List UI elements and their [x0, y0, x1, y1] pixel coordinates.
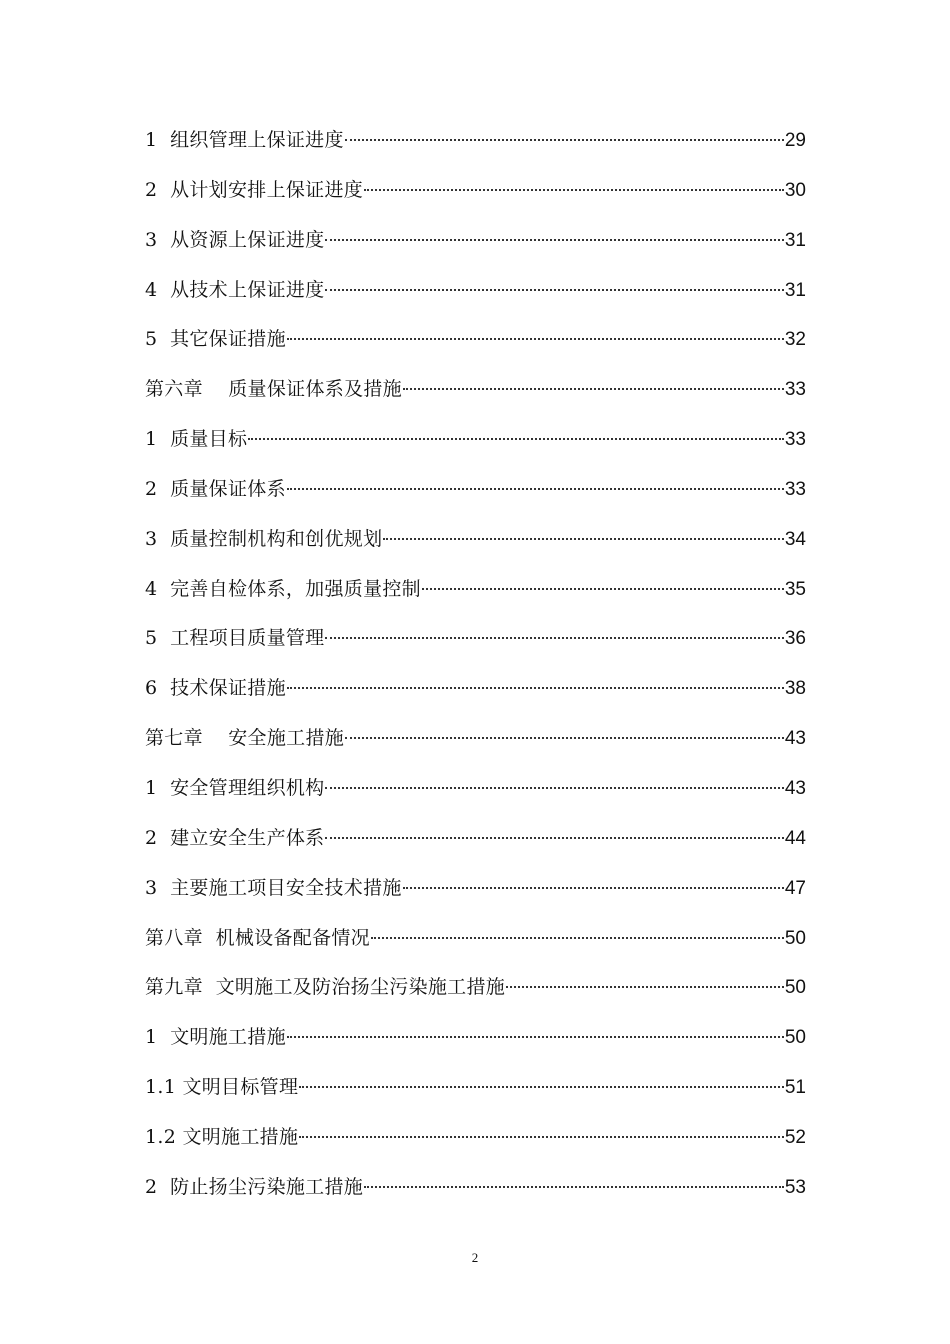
- toc-entry-page: 43: [784, 777, 806, 799]
- toc-entry[interactable]: [145, 116, 806, 166]
- toc-entry-title: 4 从技术上保证进度: [145, 278, 325, 301]
- toc-entry[interactable]: [145, 166, 806, 216]
- toc-entry-page: 51: [784, 1077, 806, 1099]
- toc-entry-page: 33: [784, 379, 806, 401]
- toc-chapter-entry[interactable]: [145, 714, 806, 764]
- toc-dot-leader: [287, 338, 784, 340]
- toc-entry[interactable]: [145, 1063, 806, 1113]
- toc-entry[interactable]: [145, 565, 806, 615]
- toc-entry-title: 第六章 质量保证体系及措施: [145, 378, 402, 401]
- toc-entry-title: 1 安全管理组织机构: [145, 776, 325, 799]
- toc-chapter-entry[interactable]: [145, 365, 806, 415]
- toc-dot-leader: [345, 737, 784, 739]
- toc-dot-leader: [325, 637, 783, 639]
- toc-dot-leader: [299, 1136, 784, 1138]
- toc-entry-title: 6 技术保证措施: [145, 677, 286, 700]
- toc-entry-page: 33: [784, 429, 806, 451]
- toc-entry[interactable]: [145, 315, 806, 365]
- toc-entry-page: 36: [784, 628, 806, 650]
- toc-entry[interactable]: [145, 1113, 806, 1163]
- toc-dot-leader: [364, 1186, 784, 1188]
- toc-dot-leader: [383, 538, 783, 540]
- toc-entry-page: 34: [784, 528, 806, 550]
- toc-entry-title: 1 组织管理上保证进度: [145, 129, 344, 151]
- toc-dot-leader: [345, 139, 784, 141]
- toc-entry[interactable]: [145, 266, 806, 316]
- toc-dot-leader: [364, 189, 784, 191]
- toc-dot-leader: [325, 787, 783, 789]
- toc-entry-title: 4 完善自检体系，加强质量控制: [145, 577, 421, 600]
- toc-entry[interactable]: [145, 515, 806, 565]
- toc-entry-page: 44: [784, 827, 806, 849]
- toc-entry-title: 3 主要施工项目安全技术措施: [145, 876, 402, 899]
- toc-chapter-entry[interactable]: [145, 914, 806, 964]
- toc-entry-page: 29: [784, 130, 806, 151]
- toc-entry[interactable]: [145, 764, 806, 814]
- toc-entry[interactable]: [145, 1013, 806, 1063]
- toc-dot-leader: [506, 986, 784, 988]
- toc-dot-leader: [325, 239, 783, 241]
- toc-entry-page: 53: [784, 1176, 806, 1198]
- toc-entry[interactable]: [145, 1163, 806, 1213]
- toc-entry-page: 31: [784, 279, 806, 301]
- toc-entry-page: 35: [784, 578, 806, 600]
- toc-entry-title: 2 从计划安排上保证进度: [145, 178, 364, 201]
- toc-entry[interactable]: [145, 465, 806, 515]
- toc-entry-title: 5 工程项目质量管理: [145, 627, 325, 650]
- toc-entry[interactable]: [145, 864, 806, 914]
- toc-entry[interactable]: [145, 664, 806, 714]
- toc-entry-title: 2 质量保证体系: [145, 477, 286, 500]
- toc-dot-leader: [287, 488, 784, 490]
- toc-entry-page: 50: [784, 927, 806, 949]
- toc-dot-leader: [287, 1036, 784, 1038]
- toc-entry-title: 2 防止扬尘污染施工措施: [145, 1175, 364, 1198]
- toc-entry-page: 52: [784, 1126, 806, 1148]
- toc-dot-leader: [325, 289, 783, 291]
- toc-dot-leader: [403, 887, 784, 889]
- toc-dot-leader: [403, 388, 784, 390]
- toc-entry-page: 38: [784, 678, 806, 700]
- toc-entry-title: 2 建立安全生产体系: [145, 826, 325, 849]
- toc-dot-leader: [371, 937, 784, 939]
- toc-entry-title: 1.1 文明目标管理: [145, 1076, 299, 1099]
- toc-dot-leader: [325, 837, 783, 839]
- toc-entry-title: 5 其它保证措施: [145, 328, 286, 351]
- toc-entry-page: 33: [784, 478, 806, 500]
- toc-entry-page: 50: [784, 1027, 806, 1049]
- page-number: 2: [471, 1250, 479, 1265]
- toc-entry-title: 3 质量控制机构和创优规划: [145, 527, 383, 550]
- toc-entry-page: 47: [784, 877, 806, 899]
- toc-entry-page: 30: [784, 179, 806, 201]
- toc-entry-page: 50: [784, 977, 806, 999]
- toc-entry-page: 31: [784, 229, 806, 251]
- toc-entry-title: 第九章 文明施工及防治扬尘污染施工措施: [145, 976, 506, 999]
- toc-chapter-entry[interactable]: [145, 963, 806, 1013]
- toc-dot-leader: [299, 1086, 784, 1088]
- toc-entry-page: 32: [784, 329, 806, 351]
- toc-entry[interactable]: [145, 216, 806, 266]
- toc-dot-leader: [287, 687, 784, 689]
- table-of-contents: [145, 116, 806, 1213]
- toc-dot-leader: [248, 438, 784, 440]
- toc-dot-leader: [422, 588, 784, 590]
- toc-entry[interactable]: [145, 415, 806, 465]
- toc-entry[interactable]: [145, 814, 806, 864]
- toc-entry-title: 第八章 机械设备配备情况: [145, 926, 370, 949]
- toc-entry-title: 1.2 文明施工措施: [145, 1125, 299, 1148]
- toc-entry-title: 3 从资源上保证进度: [145, 228, 325, 251]
- toc-entry-title: 第七章 安全施工措施: [145, 727, 345, 750]
- toc-entry-page: 43: [784, 728, 806, 750]
- toc-entry-title: 1 文明施工措施: [145, 1026, 286, 1049]
- toc-entry[interactable]: [145, 614, 806, 664]
- toc-entry-title: 1 质量目标: [145, 428, 248, 451]
